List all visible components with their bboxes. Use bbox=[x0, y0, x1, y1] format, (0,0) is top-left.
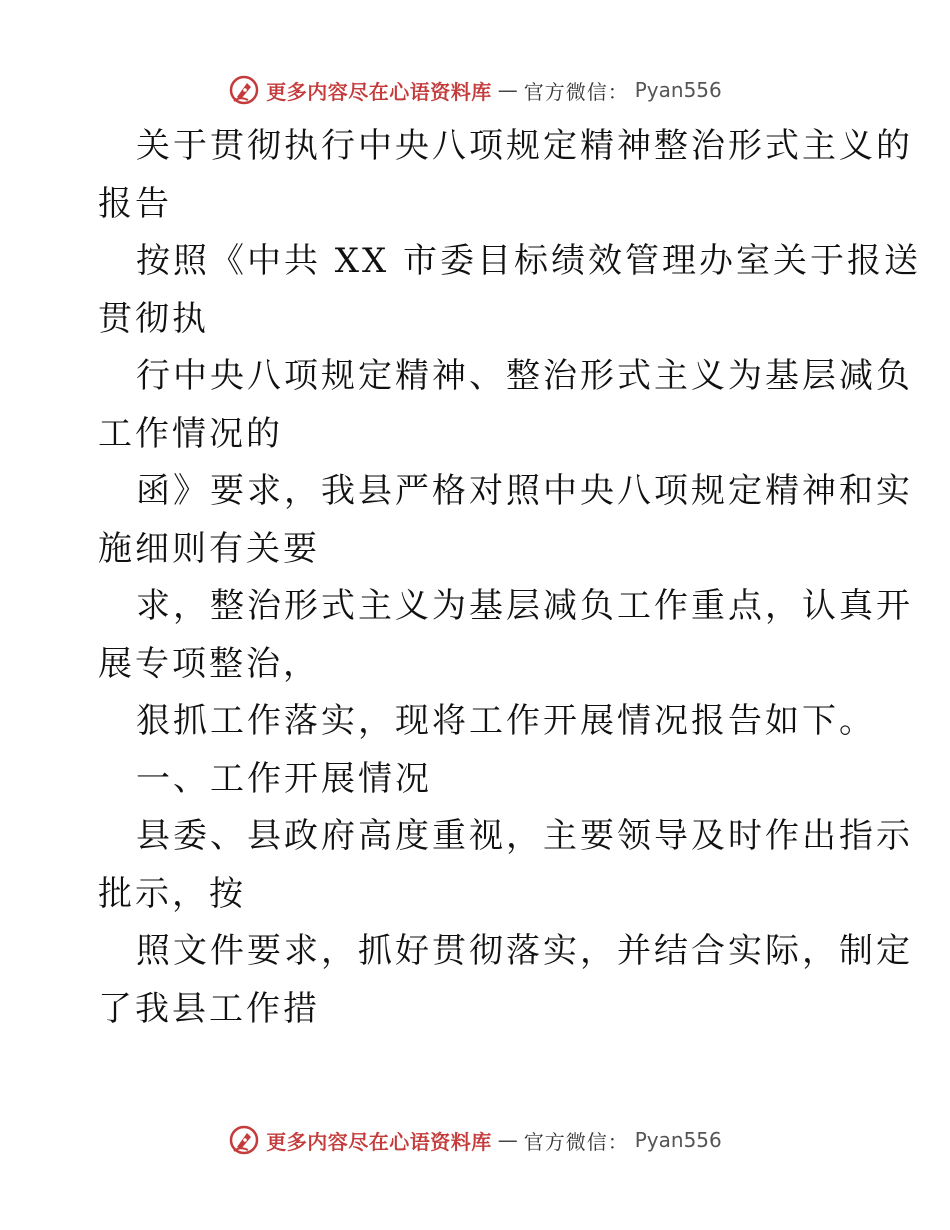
text-line: 照文件要求，抓好贯彻落实，并结合实际，制定 bbox=[136, 931, 913, 971]
watermark-wechat-label: 官方微信： bbox=[523, 1129, 629, 1154]
watermark-footer bbox=[0, 1120, 950, 1160]
watermark-wechat-id: Pyan556 bbox=[634, 1128, 722, 1152]
text-line: 施细则有关要 bbox=[98, 528, 320, 569]
text-line: 县委、县政府高度重视，主要领导及时作出指示 bbox=[136, 816, 913, 856]
text-line: 行中央八项规定精神、整治形式主义为基层减负 bbox=[136, 356, 913, 396]
text-line: 按照《中共 XX 市委目标绩效管理办室关于报送 bbox=[136, 241, 922, 281]
watermark-wechat-label: 官方微信： bbox=[523, 79, 629, 104]
pen-nib-logo-icon bbox=[228, 74, 260, 106]
watermark-site-text: 更多内容尽在心语资料库 bbox=[266, 79, 492, 104]
text-line: 报告 bbox=[98, 183, 172, 224]
watermark-wechat-id: Pyan556 bbox=[634, 78, 722, 102]
text-line: 狠抓工作落实，现将工作开展情况报告如下。 bbox=[136, 701, 876, 741]
document-body bbox=[98, 118, 922, 1038]
text-line: 批示，按 bbox=[98, 873, 246, 914]
text-line: 了我县工作措 bbox=[98, 988, 320, 1029]
text-line: 贯彻执 bbox=[98, 298, 209, 339]
text-line: 一、工作开展情况 bbox=[136, 758, 432, 799]
watermark-header bbox=[0, 70, 950, 110]
text-line: 求，整治形式主义为基层减负工作重点，认真开 bbox=[136, 586, 913, 626]
text-line: 展专项整治， bbox=[98, 643, 320, 684]
watermark-dash: — bbox=[497, 78, 518, 102]
text-line: 关于贯彻执行中央八项规定精神整治形式主义的 bbox=[136, 126, 913, 166]
text-line: 函》要求，我县严格对照中央八项规定精神和实 bbox=[136, 471, 913, 511]
text-line: 工作情况的 bbox=[98, 413, 283, 454]
watermark-site-text: 更多内容尽在心语资料库 bbox=[266, 1129, 492, 1154]
watermark-dash: — bbox=[497, 1128, 518, 1152]
pen-nib-logo-icon bbox=[228, 1124, 260, 1156]
